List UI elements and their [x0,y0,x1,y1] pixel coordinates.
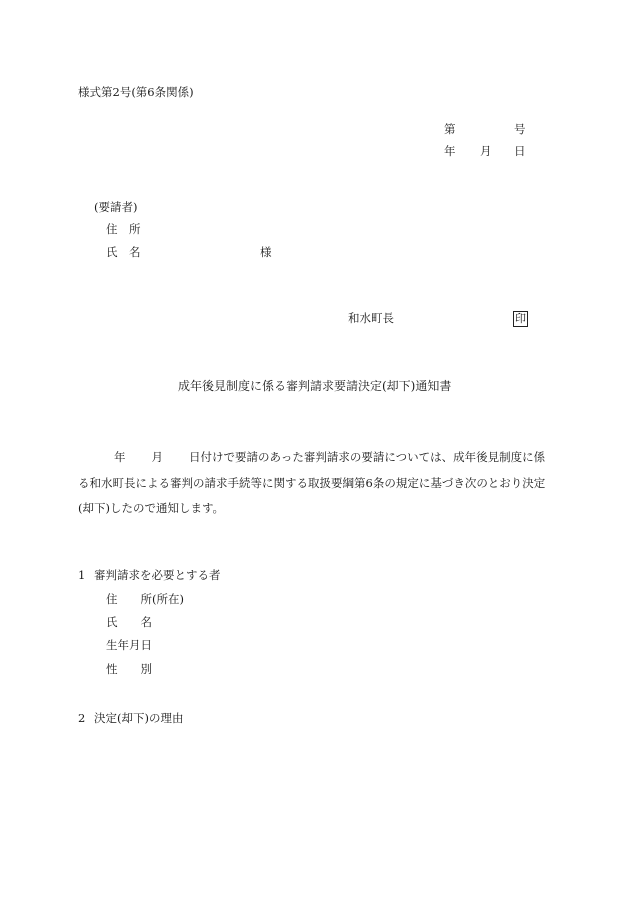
body-year: 年 [114,450,126,464]
issuer-title: 和水町長 [348,311,394,325]
form-number: 様式第2号(第6条関係) [78,85,194,99]
seal-mark: 印 [515,312,526,325]
document-title: 成年後見制度に係る審判請求要請決定(却下)通知書 [178,379,452,393]
section1-field-address: 住 所(所在) [106,592,184,606]
date-year: 年 [444,144,456,158]
date-day: 日 [514,144,526,158]
requester-honorific: 様 [260,245,272,259]
section1-heading: 審判請求を必要とする者 [94,568,221,582]
issuer-seal [513,311,528,327]
section2-heading: 決定(却下)の理由 [94,711,184,725]
section1-field-name: 氏 名 [106,615,152,629]
requester-address-label: 住 所 [106,222,141,236]
body-month: 月 [151,450,163,464]
doc-number-suffix: 号 [514,122,526,136]
section1-field-birthdate: 生年月日 [106,638,152,652]
requester-label: (要請者) [94,200,138,214]
section1-field-sex: 性 別 [106,662,152,676]
date-month: 月 [480,144,492,158]
body-paragraph [78,445,556,522]
requester-name-label: 氏 名 [106,245,141,259]
doc-number-prefix: 第 [444,122,456,136]
body-text: 日付けで要請のあった審判請求の要請については、成年後見制度に係る和水町長による審判の請求手続等に関する取扱要綱第6条の規定に基づき次のとおり決定(却下)したので通知します。 [78,450,546,515]
section2-number: 2 [78,711,86,725]
section1-number: 1 [78,568,86,582]
